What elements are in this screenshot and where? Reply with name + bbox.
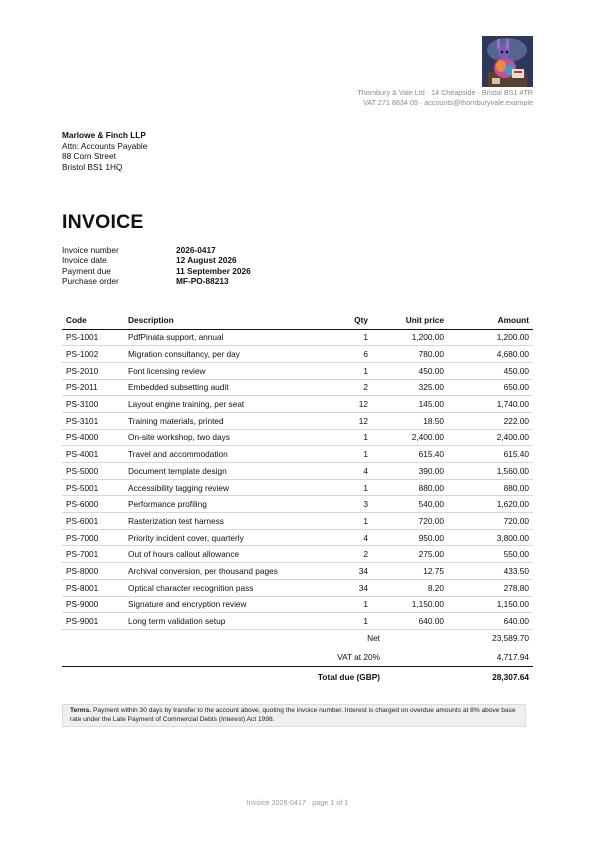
cell-description: Document template design (124, 463, 332, 480)
cell-unit-price: 450.00 (372, 362, 448, 379)
cell-qty: 34 (332, 563, 372, 580)
recipient-name: Marlowe & Finch LLP (62, 130, 146, 140)
cell-amount: 2,400.00 (448, 429, 533, 446)
cell-qty: 1 (332, 362, 372, 379)
cell-qty: 4 (332, 529, 372, 546)
cell-amount: 615.40 (448, 446, 533, 463)
meta-label: Invoice date (62, 255, 107, 266)
cell-qty: 1 (332, 479, 372, 496)
cell-unit-price: 1,200.00 (372, 329, 448, 346)
cell-unit-price: 390.00 (372, 463, 448, 480)
recipient-line: 88 Corn Street (62, 151, 116, 161)
pinata-donkey-logo-icon (482, 36, 533, 87)
cell-code: PS-5000 (62, 463, 124, 480)
cell-code: PS-7000 (62, 529, 124, 546)
cell-amount: 550.00 (448, 546, 533, 563)
cell-description: Accessibility tagging review (124, 479, 332, 496)
cell-qty: 34 (332, 579, 372, 596)
cell-description: Rasterization test harness (124, 513, 332, 530)
cell-qty: 4 (332, 463, 372, 480)
cell-amount: 433.50 (448, 563, 533, 580)
header-description: Description (124, 312, 332, 329)
cell-description: PdfPinata support, annual (124, 329, 332, 346)
table-row (62, 563, 533, 580)
recipient-line: Bristol BS1 1HQ (62, 161, 123, 172)
cell-description: Optical character recognition pass (124, 579, 332, 596)
cell-description: Performance profiling (124, 496, 332, 513)
cell-qty: 6 (332, 346, 372, 363)
cell-amount: 1,740.00 (448, 396, 533, 413)
table-row (62, 379, 533, 396)
cell-code: PS-9001 (62, 613, 124, 630)
cell-code: PS-8000 (62, 563, 124, 580)
cell-code: PS-4000 (62, 429, 124, 446)
vat-value: 4,717.94 (496, 651, 529, 662)
cell-qty: 1 (332, 596, 372, 613)
cell-amount: 650.00 (448, 379, 533, 396)
company-logo (482, 36, 533, 87)
table-row (62, 346, 533, 363)
cell-description: Out of hours callout allowance (124, 546, 332, 563)
cell-unit-price: 145.00 (372, 396, 448, 413)
total-due-label: Total due (GBP) (317, 672, 380, 682)
cell-unit-price: 275.00 (372, 546, 448, 563)
cell-code: PS-2010 (62, 362, 124, 379)
meta-value: MF-PO-88213 (176, 275, 229, 286)
cell-code: PS-5001 (62, 479, 124, 496)
cell-qty: 1 (332, 329, 372, 346)
cell-unit-price: 325.00 (372, 379, 448, 396)
cell-qty: 3 (332, 496, 372, 513)
cell-description: Layout engine training, per seat (124, 396, 332, 413)
terms-label: Terms. (70, 707, 92, 714)
table-row (62, 579, 533, 596)
cell-unit-price: 8.20 (372, 579, 448, 596)
recipient-line: Attn: Accounts Payable (62, 140, 148, 151)
cell-code: PS-3100 (62, 396, 124, 413)
meta-value: 2026-0417 (176, 245, 216, 255)
net-label: Net (367, 632, 380, 643)
cell-description: Long term validation setup (124, 613, 332, 630)
cell-amount: 4,680.00 (448, 346, 533, 363)
table-row (62, 412, 533, 429)
table-row (62, 479, 533, 496)
recipient-address (62, 130, 147, 172)
meta-label: Invoice number (62, 245, 119, 255)
header-amount: Amount (448, 312, 533, 329)
table-row (62, 463, 533, 480)
cell-amount: 1,150.00 (448, 596, 533, 613)
cell-unit-price: 540.00 (372, 496, 448, 513)
cell-code: PS-3101 (62, 412, 124, 429)
cell-amount: 3,800.00 (448, 529, 533, 546)
invoice-meta (62, 245, 251, 286)
totals-block (62, 628, 533, 687)
cell-unit-price: 18.50 (372, 412, 448, 429)
cell-qty: 1 (332, 613, 372, 630)
header-code: Code (62, 312, 124, 329)
cell-unit-price: 720.00 (372, 513, 448, 530)
vat-row (62, 647, 533, 666)
cell-code: PS-1002 (62, 346, 124, 363)
meta-value: 12 August 2026 (176, 255, 237, 266)
cell-amount: 450.00 (448, 362, 533, 379)
cell-qty: 1 (332, 446, 372, 463)
cell-amount: 1,560.00 (448, 463, 533, 480)
table-row (62, 613, 533, 630)
cell-description: Signature and encryption review (124, 596, 332, 613)
table-row (62, 446, 533, 463)
cell-code: PS-6000 (62, 496, 124, 513)
cell-unit-price: 950.00 (372, 529, 448, 546)
cell-unit-price: 615.40 (372, 446, 448, 463)
table-row (62, 429, 533, 446)
cell-code: PS-4001 (62, 446, 124, 463)
cell-description: Archival conversion, per thousand pages (124, 563, 332, 580)
cell-qty: 1 (332, 513, 372, 530)
table-row (62, 396, 533, 413)
payment-terms (62, 704, 526, 727)
cell-code: PS-1001 (62, 329, 124, 346)
cell-unit-price: 880.00 (372, 479, 448, 496)
page-footer: Invoice 2026-0417 · page 1 of 1 (246, 798, 349, 807)
terms-text: Payment within 30 days by transfer to the account above, quoting the invoice number. Interest is charged on overdue amounts at 8% above base rate under the Late Payment of Commercial Debts (Interest) Act 1998. (70, 707, 516, 723)
cell-code: PS-6001 (62, 513, 124, 530)
cell-qty: 12 (332, 396, 372, 413)
cell-unit-price: 1,150.00 (372, 596, 448, 613)
meta-label: Purchase order (62, 275, 119, 286)
cell-amount: 222.00 (448, 412, 533, 429)
total-due-row (62, 666, 533, 687)
cell-unit-price: 12.75 (372, 563, 448, 580)
cell-code: PS-7001 (62, 546, 124, 563)
table-header-row (62, 312, 533, 329)
sender-details (357, 88, 533, 108)
meta-label: Payment due (62, 265, 111, 276)
cell-unit-price: 2,400.00 (372, 429, 448, 446)
table-row (62, 362, 533, 379)
cell-amount: 1,200.00 (448, 329, 533, 346)
cell-amount: 640.00 (448, 613, 533, 630)
cell-amount: 278.80 (448, 579, 533, 596)
cell-description: On-site workshop, two days (124, 429, 332, 446)
table-row (62, 546, 533, 563)
cell-amount: 1,620.00 (448, 496, 533, 513)
net-row (62, 628, 533, 647)
sender-vat-email: VAT 271 8834 09 · accounts@thornburyvale.example (363, 98, 533, 107)
cell-qty: 2 (332, 379, 372, 396)
cell-unit-price: 640.00 (372, 613, 448, 630)
cell-description: Travel and accommodation (124, 446, 332, 463)
table-row (62, 513, 533, 530)
table-row (62, 496, 533, 513)
cell-code: PS-9000 (62, 596, 124, 613)
cell-code: PS-2011 (62, 379, 124, 396)
cell-qty: 1 (332, 429, 372, 446)
cell-description: Training materials, printed (124, 412, 332, 429)
cell-description: Migration consultancy, per day (124, 346, 332, 363)
header-qty: Qty (332, 312, 372, 329)
cell-amount: 720.00 (448, 513, 533, 530)
total-due-value: 28,307.64 (492, 672, 529, 682)
line-items-table (62, 312, 533, 630)
cell-description: Priority incident cover, quarterly (124, 529, 332, 546)
table-row (62, 596, 533, 613)
cell-description: Embedded subsetting audit (124, 379, 332, 396)
cell-description: Font licensing review (124, 362, 332, 379)
cell-amount: 880.00 (448, 479, 533, 496)
meta-value: 11 September 2026 (176, 265, 251, 276)
vat-label: VAT at 20% (337, 651, 380, 662)
sender-address: Thornbury & Vale Ltd · 14 Cheapside · Bristol BS1 4TR (357, 88, 533, 97)
cell-qty: 2 (332, 546, 372, 563)
cell-code: PS-8001 (62, 579, 124, 596)
cell-unit-price: 780.00 (372, 346, 448, 363)
cell-qty: 12 (332, 412, 372, 429)
table-row (62, 529, 533, 546)
header-unit-price: Unit price (372, 312, 448, 329)
page-title: INVOICE (62, 211, 144, 233)
table-row (62, 329, 533, 346)
net-value: 23,589.70 (492, 632, 529, 643)
